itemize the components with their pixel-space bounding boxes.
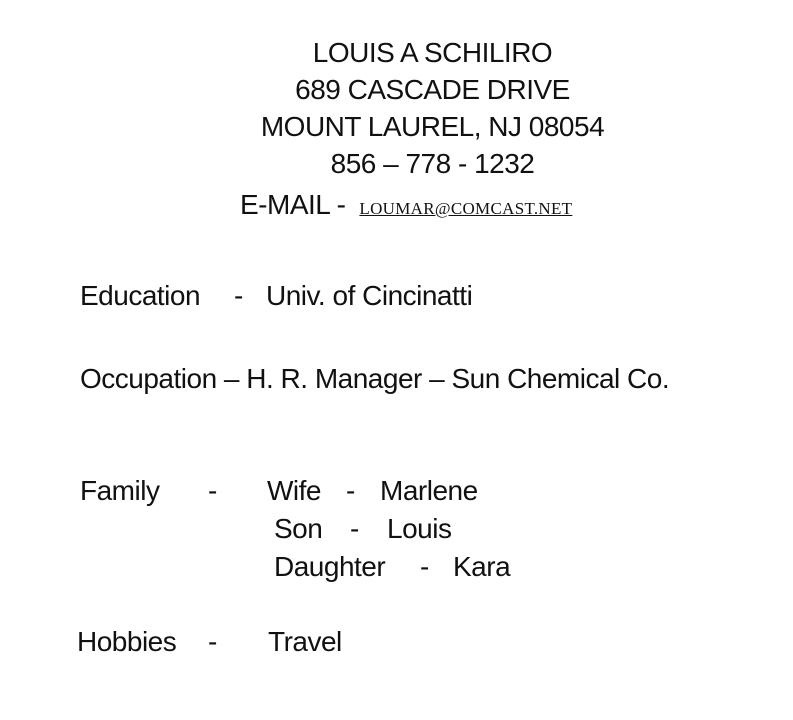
email-address: LOUMAR@COMCAST.NET <box>359 199 573 218</box>
hobbies-separator: - <box>208 626 217 657</box>
occupation-text: Occupation – H. R. Manager – Sun Chemical Co. <box>80 363 670 394</box>
education-value: Univ. of Cincinatti <box>266 280 473 311</box>
phone-number: 856 – 778 - 1232 <box>330 148 535 179</box>
family-label: Family <box>80 475 160 506</box>
family-member-relation: Son <box>274 513 323 544</box>
contact-header <box>0 34 793 182</box>
family-member-name: Kara <box>453 551 511 582</box>
family-member-name: Marlene <box>380 475 478 506</box>
family-member-separator: - <box>346 475 355 506</box>
family-separator: - <box>208 475 217 506</box>
family-member-relation: Daughter <box>274 551 386 582</box>
family-member-separator: - <box>420 551 429 582</box>
person-name: LOUIS A SCHILIRO <box>312 37 553 68</box>
education-separator: - <box>234 280 243 311</box>
email-label: E-MAIL - <box>240 189 346 220</box>
family-member-name: Louis <box>387 513 452 544</box>
hobbies-value: Travel <box>268 626 342 657</box>
street-address: 689 CASCADE DRIVE <box>295 74 570 105</box>
family-section <box>80 472 540 587</box>
education-label: Education <box>80 280 201 311</box>
hobbies-label: Hobbies <box>77 626 177 657</box>
city-state-zip: MOUNT LAUREL, NJ 08054 <box>260 111 605 142</box>
family-member-separator: - <box>350 513 359 544</box>
email-line <box>240 186 572 227</box>
family-member-relation: Wife <box>267 475 321 506</box>
